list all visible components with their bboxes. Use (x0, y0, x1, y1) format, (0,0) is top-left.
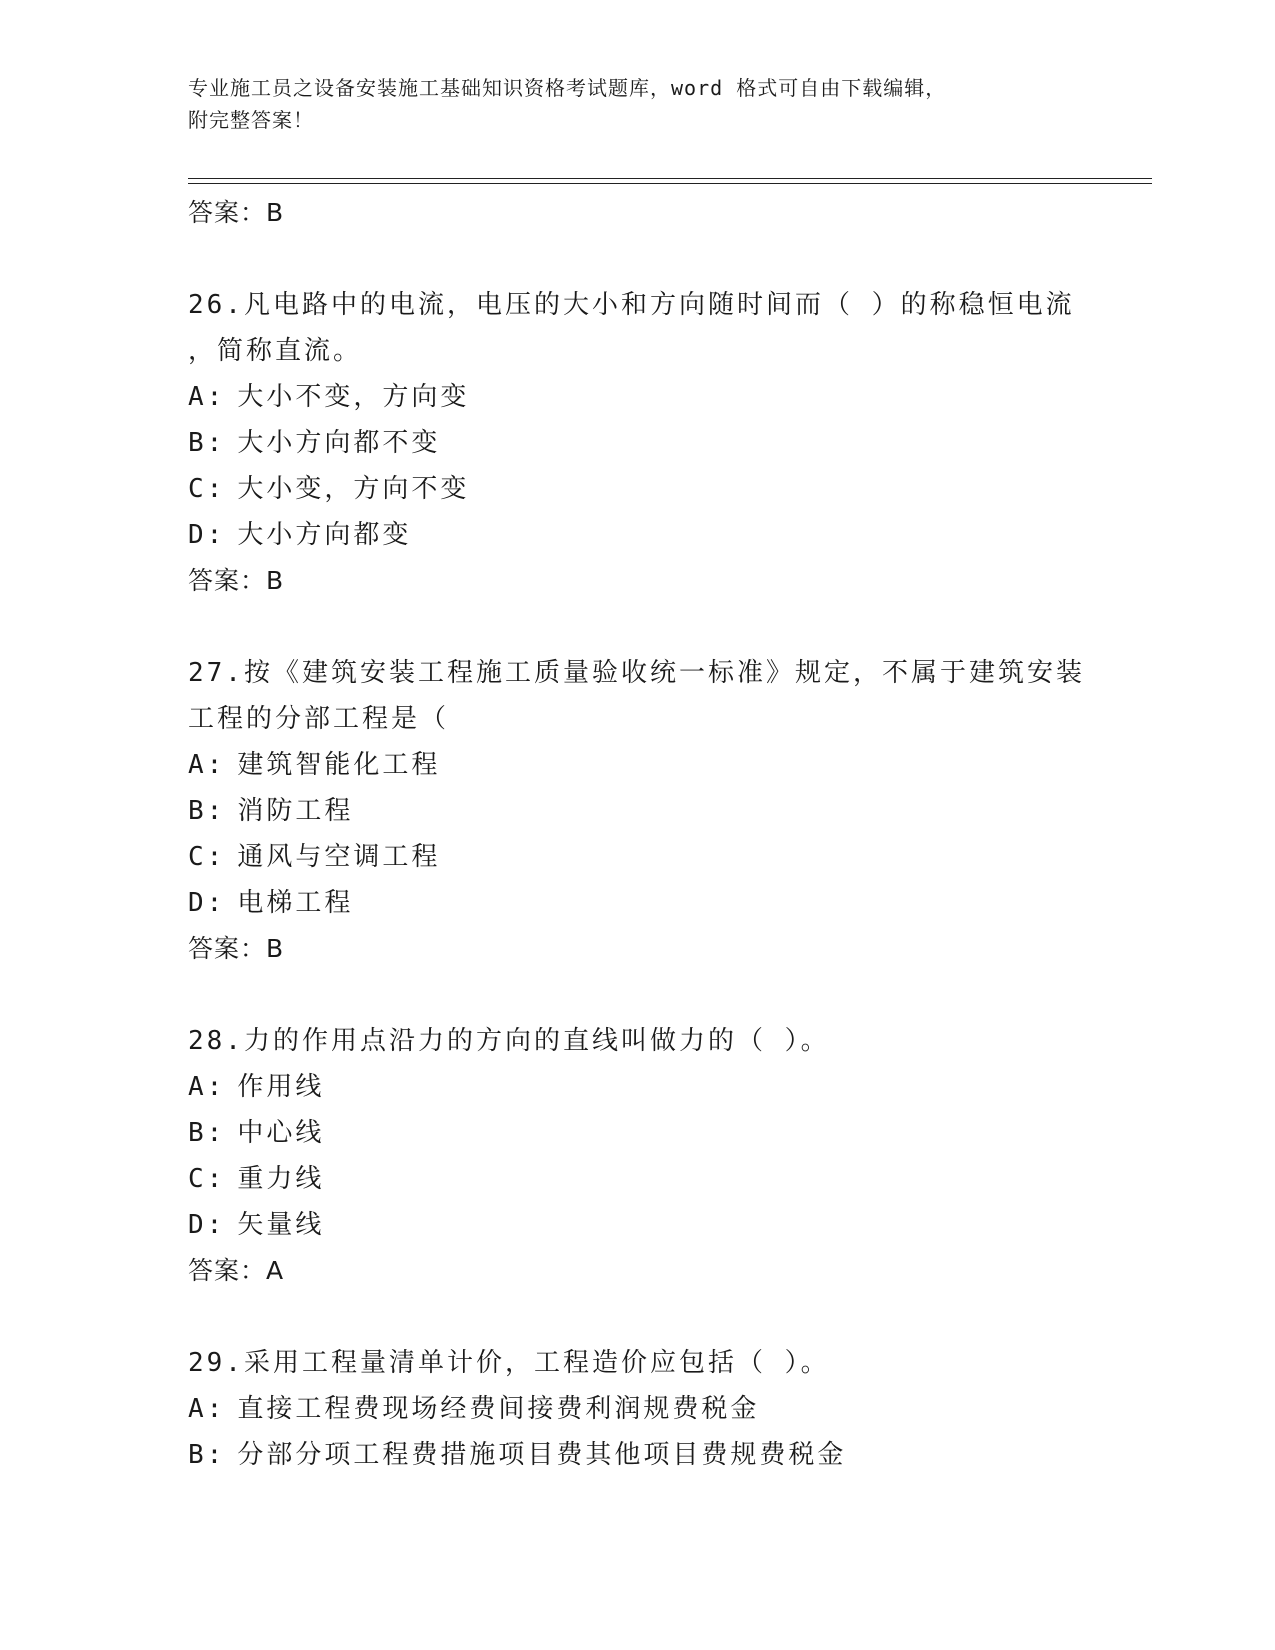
question-stem (188, 650, 1088, 742)
answer-line: 答案：B (188, 198, 285, 227)
question-27 (188, 650, 1088, 972)
question-stem (188, 282, 1088, 374)
option-letter: D: (188, 1210, 226, 1240)
option-text: 重力线 (237, 1164, 325, 1194)
option-text: 作用线 (237, 1072, 325, 1102)
option-letter: C: (188, 1164, 226, 1194)
option-letter: B: (188, 796, 226, 826)
option-c (188, 1156, 1088, 1202)
option-text: 大小方向都变 (237, 520, 412, 550)
question-stem (188, 1018, 1088, 1064)
option-letter: A: (188, 382, 226, 412)
question-28 (188, 1018, 1088, 1294)
option-b (188, 788, 1088, 834)
option-c (188, 834, 1088, 880)
option-text: 电梯工程 (237, 888, 354, 918)
option-text: 建筑智能化工程 (237, 750, 441, 780)
question-stem-line: 26.凡电路中的电流，电压的大小和方向随时间而（ ）的称稳恒电流 (188, 290, 1075, 320)
question-stem-line: ，简称直流。 (188, 336, 363, 366)
option-a (188, 1064, 1088, 1110)
option-letter: D: (188, 520, 226, 550)
option-text: 大小变，方向不变 (237, 474, 470, 504)
option-text: 直接工程费现场经费间接费利润规费税金 (237, 1394, 760, 1424)
option-letter: A: (188, 750, 226, 780)
question-29 (188, 1340, 1088, 1478)
option-letter: B: (188, 1118, 226, 1148)
option-letter: A: (188, 1394, 226, 1424)
page-header (188, 72, 1088, 136)
option-text: 矢量线 (237, 1210, 325, 1240)
option-a (188, 1386, 1088, 1432)
option-text: 消防工程 (237, 796, 354, 826)
question-stem (188, 1340, 1088, 1386)
option-letter: A: (188, 1072, 226, 1102)
answer-line: 答案：A (188, 1256, 285, 1285)
question-stem-line: 工程的分部工程是（ (188, 704, 450, 734)
option-d (188, 880, 1088, 926)
option-b (188, 1432, 1088, 1478)
header-rule-bottom (188, 183, 1152, 184)
option-text: 通风与空调工程 (237, 842, 441, 872)
option-text: 中心线 (237, 1118, 325, 1148)
answer-line: 答案：B (188, 934, 285, 963)
option-d (188, 512, 1088, 558)
option-text: 大小方向都不变 (237, 428, 441, 458)
option-b (188, 1110, 1088, 1156)
option-a (188, 374, 1088, 420)
option-letter: C: (188, 474, 226, 504)
option-c (188, 466, 1088, 512)
question-26 (188, 282, 1088, 604)
header-rule-top (188, 178, 1152, 179)
answer-line: 答案：B (188, 566, 285, 595)
question-stem-line: 27.按《建筑安装工程施工质量验收统一标准》规定，不属于建筑安装 (188, 658, 1085, 688)
option-b (188, 420, 1088, 466)
option-letter: D: (188, 888, 226, 918)
option-letter: B: (188, 428, 226, 458)
option-letter: C: (188, 842, 226, 872)
option-letter: B: (188, 1440, 226, 1470)
header-line-2: 附完整答案！ (188, 108, 314, 132)
question-stem-line: 29.采用工程量清单计价，工程造价应包括（ ）。 (188, 1348, 830, 1378)
option-a (188, 742, 1088, 788)
option-d (188, 1202, 1088, 1248)
option-text: 大小不变，方向变 (237, 382, 470, 412)
question-list (188, 190, 1088, 1478)
question-stem-line: 28.力的作用点沿力的方向的直线叫做力的（ ）。 (188, 1026, 830, 1056)
option-text: 分部分项工程费措施项目费其他项目费规费税金 (237, 1440, 847, 1470)
header-line-1: 专业施工员之设备安装施工基础知识资格考试题库，word 格式可自由下载编辑， (188, 76, 947, 100)
